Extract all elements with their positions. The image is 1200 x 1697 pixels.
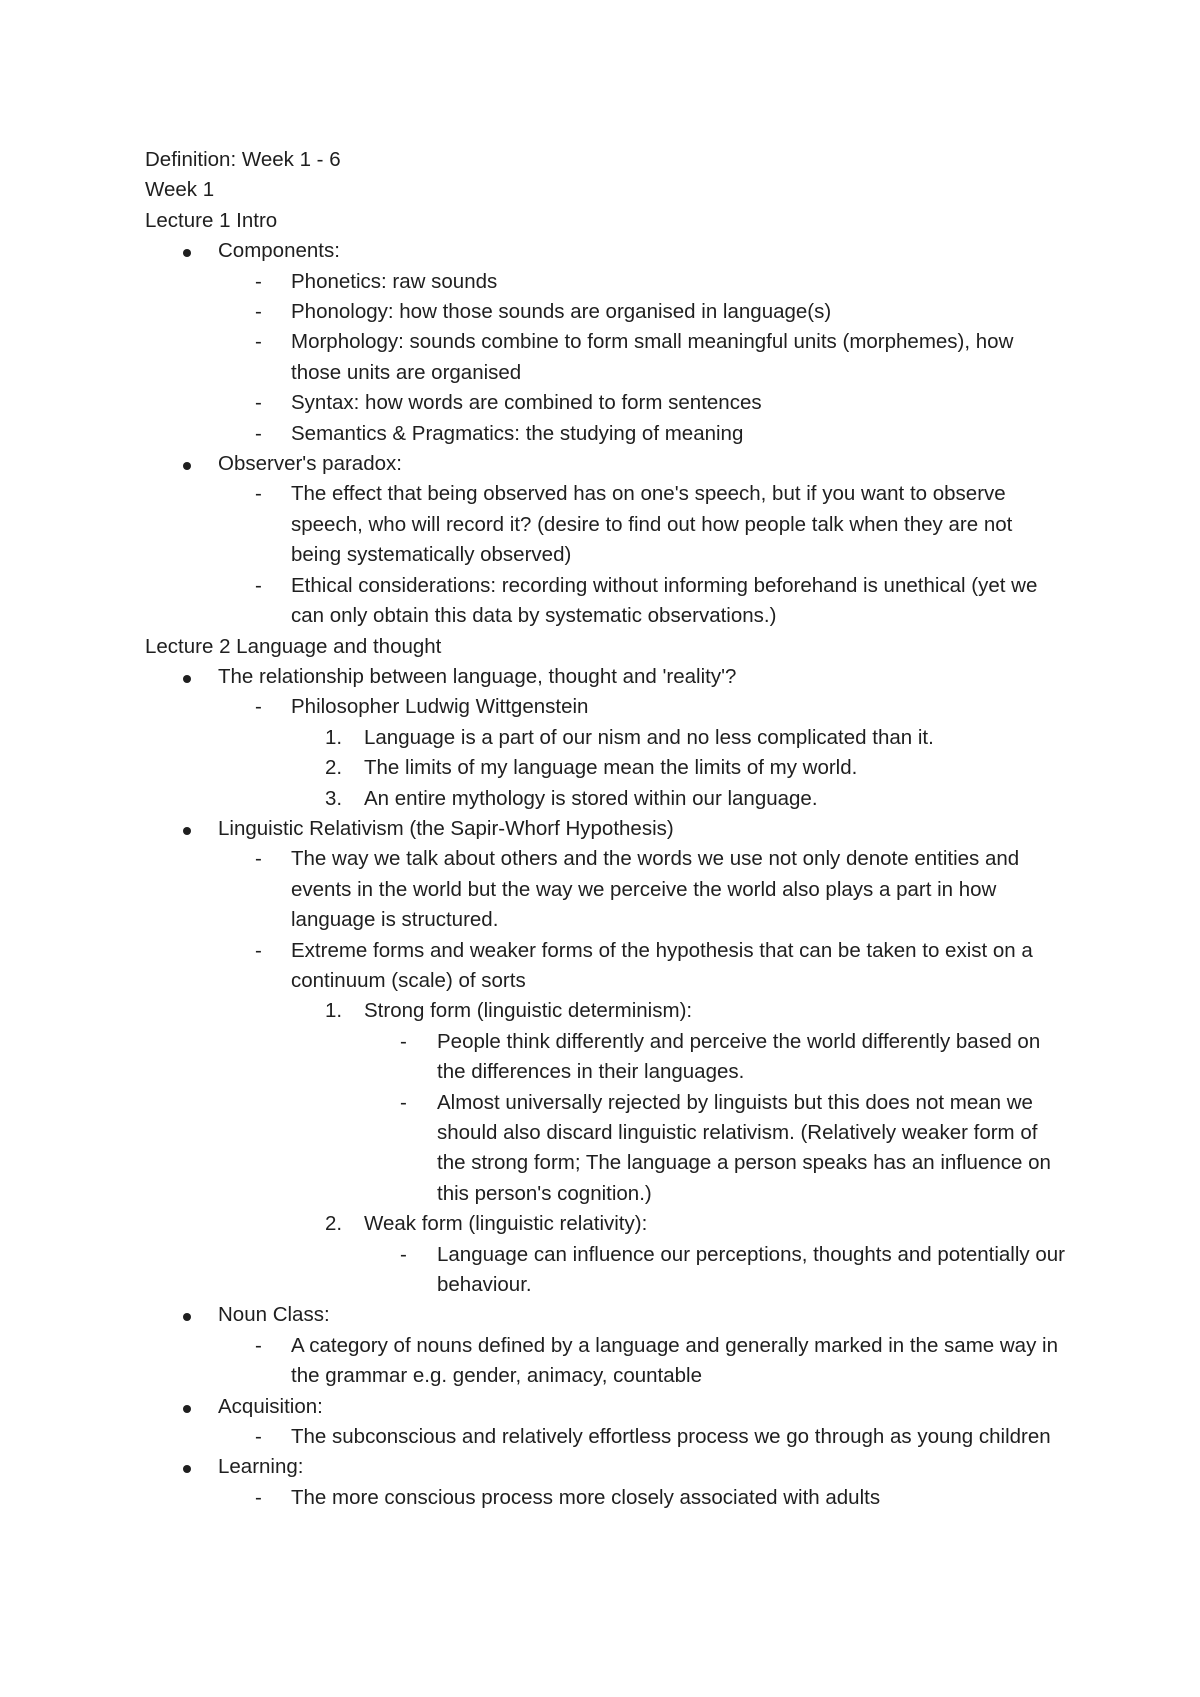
bullet-icon: [183, 1313, 191, 1321]
dash-item: [145, 1240, 1065, 1301]
component-text: Syntax: how words are combined to form sentences: [291, 391, 762, 415]
dash-marker: -: [255, 300, 262, 324]
dash-item: [145, 419, 1065, 449]
component-text: Phonology: how those sounds are organised in language(s): [291, 300, 832, 324]
bullet-icon: [183, 827, 191, 835]
dash-marker: -: [255, 847, 262, 871]
lecture1-heading: Lecture 1 Intro: [145, 208, 278, 232]
dash-item: [145, 1088, 1065, 1210]
numbered-item: [145, 1209, 1065, 1239]
relativism-text: Extreme forms and weaker forms of the hypothesis that can be taken to exist on a continuum (scale) of sorts: [291, 938, 1033, 992]
dash-item: [145, 844, 1065, 935]
strong-form-text: Almost universally rejected by linguists but this does not mean we should also discard linguistic relativism. (Relatively weaker form of the strong form; The language a person speaks has an influence on this person's cognition.): [437, 1090, 1051, 1205]
bullet-item: [145, 449, 1065, 479]
dash-marker: -: [255, 330, 262, 354]
dash-marker: -: [255, 1425, 262, 1449]
dash-item: [145, 267, 1065, 297]
philosopher-name: Philosopher Ludwig Wittgenstein: [291, 695, 589, 719]
dash-marker: -: [255, 938, 262, 962]
noun-class-text: A category of nouns defined by a language and generally marked in the same way in the grammar e.g. gender, animacy, countable: [291, 1333, 1058, 1388]
acquisition-text: The subconscious and relatively effortless process we go through as young children: [291, 1425, 1051, 1449]
quote-text: An entire mythology is stored within our language.: [364, 786, 818, 810]
quote-text: The limits of my language mean the limits of my world.: [364, 756, 858, 780]
weak-form-text: Language can influence our perceptions, thoughts and potentially our behaviour.: [437, 1242, 1065, 1297]
bullet-icon: [183, 249, 191, 257]
dash-marker: -: [400, 1090, 407, 1114]
dash-item: [145, 479, 1065, 570]
dash-marker: -: [255, 482, 262, 506]
bullet-item: [145, 1392, 1065, 1422]
component-text: Phonetics: raw sounds: [291, 269, 498, 293]
bullet-item: [145, 662, 1065, 692]
observers-paradox-label: Observer's paradox:: [218, 452, 402, 476]
dash-item: [145, 936, 1065, 997]
bullet-icon: [183, 675, 191, 683]
relativism-text: The way we talk about others and the words we use not only denote entities and events in the world but the way we perceive the world also plays a part in how language is structured.: [291, 847, 1020, 932]
dash-item: [145, 1483, 1065, 1513]
strong-form-label: Strong form (linguistic determinism):: [364, 999, 693, 1023]
list-number: 1.: [325, 725, 343, 749]
bullet-item: [145, 236, 1065, 266]
numbered-item: [145, 784, 1065, 814]
lecture2-heading: Lecture 2 Language and thought: [145, 634, 442, 658]
document-title: Definition: Week 1 - 6: [145, 148, 341, 171]
week-heading: Week 1: [145, 178, 215, 202]
dash-marker: -: [255, 1485, 262, 1509]
bullet-icon: [183, 1405, 191, 1413]
weak-form-label: Weak form (linguistic relativity):: [364, 1212, 648, 1236]
paradox-text: Ethical considerations: recording without informing beforehand is unethical (yet we can only obtain this data by systematic observations.): [291, 573, 1038, 628]
list-number: 1.: [325, 999, 343, 1023]
dash-marker: -: [255, 695, 262, 719]
learning-text: The more conscious process more closely associated with adults: [291, 1485, 881, 1509]
document-page: [145, 145, 1065, 1513]
bullet-item: [145, 1452, 1065, 1482]
bullet-icon: [183, 462, 191, 470]
list-number: 3.: [325, 786, 343, 810]
numbered-item: [145, 996, 1065, 1026]
dash-marker: -: [255, 391, 262, 415]
dash-item: [145, 1331, 1065, 1392]
dash-item: [145, 297, 1065, 327]
components-label: Components:: [218, 239, 340, 263]
strong-form-text: People think differently and perceive the world differently based on the differences in their languages.: [437, 1029, 1041, 1084]
dash-marker: -: [400, 1029, 407, 1053]
bullet-item: [145, 1300, 1065, 1330]
dash-marker: -: [255, 573, 262, 597]
dash-marker: -: [255, 421, 262, 445]
bullet-item: [145, 814, 1065, 844]
dash-item: [145, 692, 1065, 722]
dash-marker: -: [400, 1242, 407, 1266]
dash-marker: -: [255, 1333, 262, 1357]
dash-item: [145, 1027, 1065, 1088]
dash-item: [145, 1422, 1065, 1452]
relativism-label: Linguistic Relativism (the Sapir-Whorf Hypothesis): [218, 816, 674, 840]
numbered-item: [145, 753, 1065, 783]
dash-item: [145, 327, 1065, 388]
list-number: 2.: [325, 756, 343, 780]
numbered-item: [145, 723, 1065, 753]
relationship-label: The relationship between language, thought and 'reality'?: [218, 664, 737, 688]
learning-label: Learning:: [218, 1455, 304, 1479]
dash-item: [145, 571, 1065, 632]
component-text: Morphology: sounds combine to form small meaningful units (morphemes), how those units are organised: [291, 330, 1014, 384]
dash-item: [145, 388, 1065, 418]
dash-marker: -: [255, 269, 262, 293]
noun-class-label: Noun Class:: [218, 1303, 330, 1327]
list-number: 2.: [325, 1212, 343, 1236]
paradox-text: The effect that being observed has on one's speech, but if you want to observe speech, who will record it? (desire to find out how people talk when they are not being systematically observed): [291, 482, 1013, 567]
component-text: Semantics & Pragmatics: the studying of meaning: [291, 421, 744, 445]
quote-text: Language is a part of our nism and no less complicated than it.: [364, 725, 934, 749]
bullet-icon: [183, 1465, 191, 1473]
acquisition-label: Acquisition:: [218, 1394, 323, 1418]
